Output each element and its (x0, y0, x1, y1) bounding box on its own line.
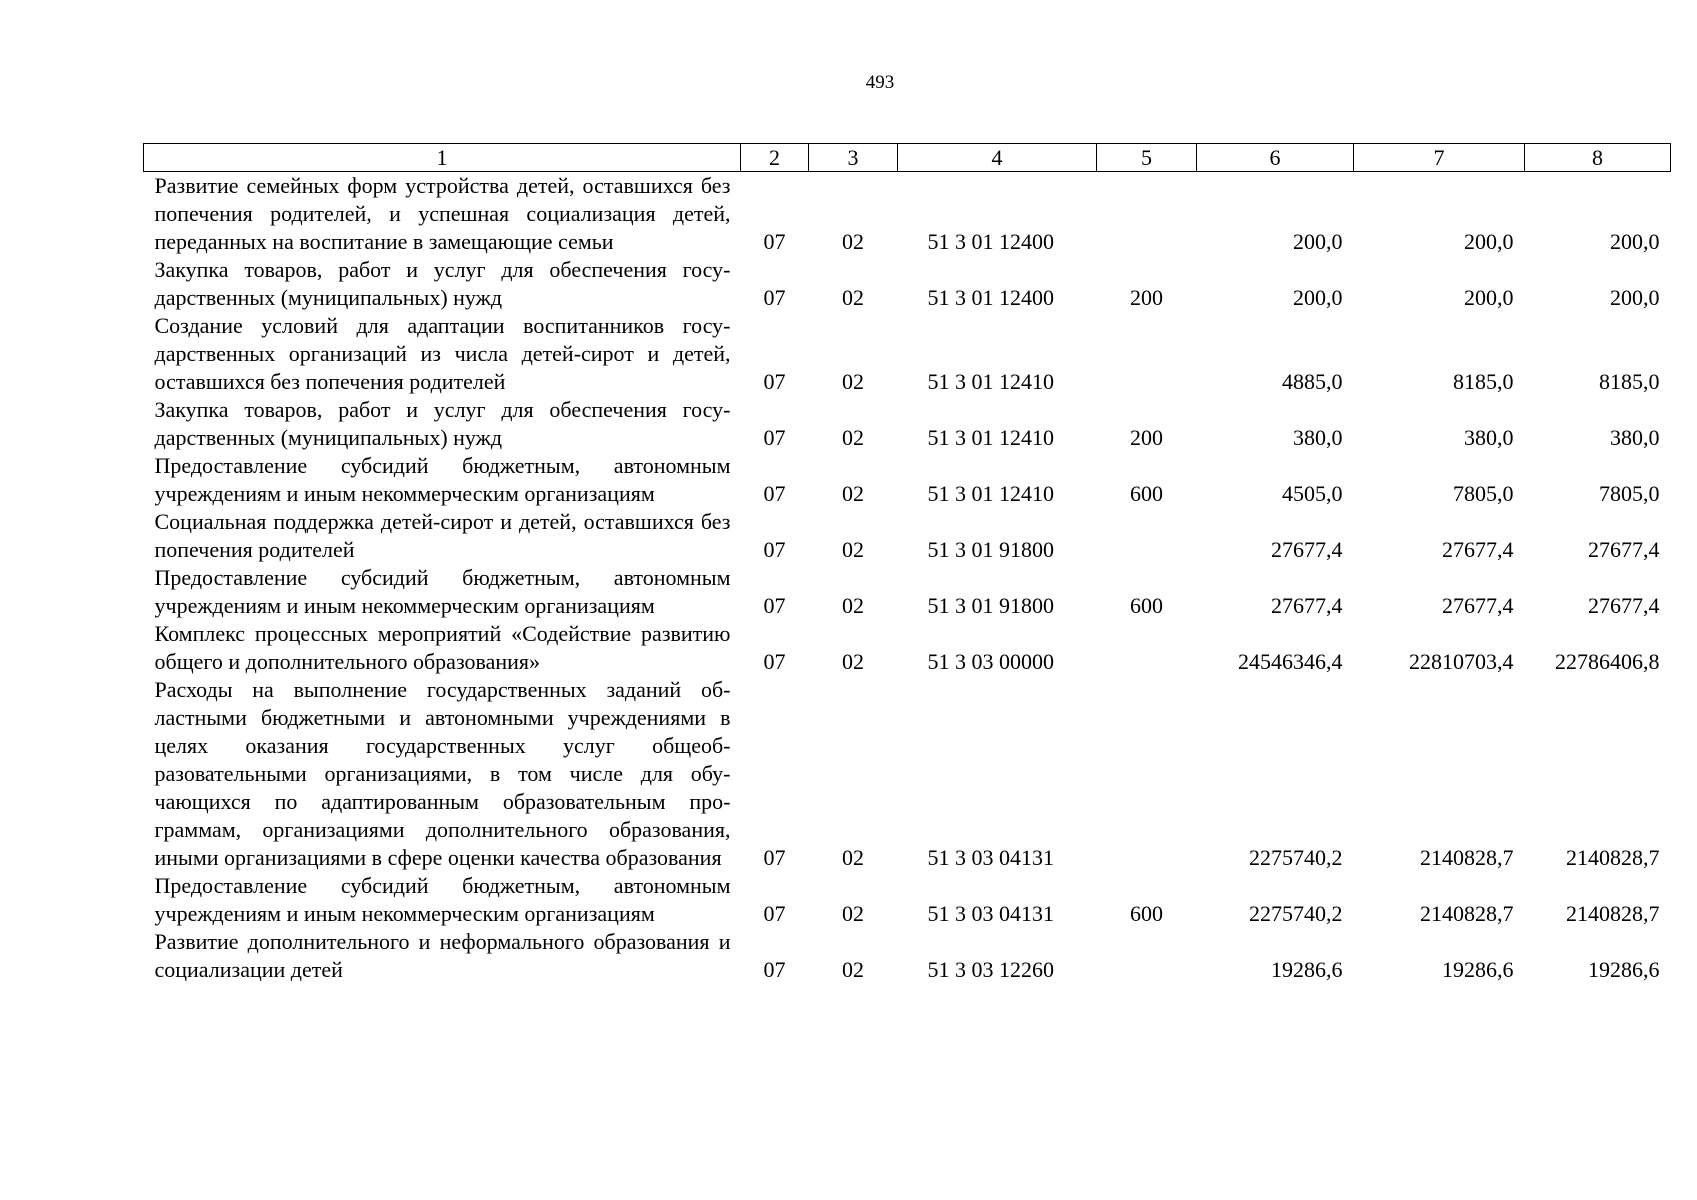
row-amount-1: 200,0 (1293, 285, 1343, 310)
row-subsection: 02 (842, 425, 864, 450)
table-header-row (144, 144, 1671, 172)
row-section: 07 (763, 481, 786, 506)
row-amount-3: 200,0 (1610, 229, 1660, 254)
row-amount-3: 2140828,7 (1566, 901, 1660, 926)
row-amount-2: 22810703,4 (1409, 649, 1514, 674)
header-col-3: 3 (809, 144, 898, 172)
row-subsection: 02 (842, 649, 864, 674)
row-section: 07 (763, 229, 786, 254)
row-name: Предоставление субсидий бюджетным, автономным учреждениям и иным некоммерческим организациям (154, 873, 731, 926)
row-amount-1: 27677,4 (1271, 537, 1343, 562)
row-amount-1: 380,0 (1293, 425, 1343, 450)
row-subsection: 02 (842, 845, 864, 870)
row-section: 07 (763, 369, 786, 394)
row-section: 07 (763, 425, 786, 450)
row-amount-3: 7805,0 (1599, 481, 1660, 506)
row-amount-3: 8185,0 (1599, 369, 1660, 394)
row-amount-2: 27677,4 (1442, 537, 1514, 562)
row-target-code: 51 3 01 12410 (927, 369, 1054, 394)
row-subsection: 02 (842, 369, 864, 394)
table-row (144, 564, 1671, 620)
row-amount-1: 4505,0 (1282, 481, 1343, 506)
row-name: Предоставление субсидий бюджетным, автономным учреждениям и иным некоммерческим организациям (154, 453, 731, 506)
page-number: 493 (865, 72, 895, 93)
row-amount-3: 380,0 (1610, 425, 1660, 450)
row-amount-3: 27677,4 (1588, 593, 1660, 618)
row-subsection: 02 (842, 957, 864, 982)
row-name: Комплекс процессных мероприятий «Содействие развитию общего и дополнительного образования» (154, 621, 731, 674)
table-row (144, 172, 1671, 257)
row-target-code: 51 3 03 00000 (927, 649, 1054, 674)
row-subsection: 02 (842, 537, 864, 562)
row-name: Закупка товаров, работ и услуг для обеспечения государственных (муниципальных) нужд (154, 397, 731, 450)
row-target-code: 51 3 01 12400 (927, 229, 1054, 254)
row-target-code: 51 3 01 91800 (927, 593, 1054, 618)
row-amount-1: 2275740,2 (1249, 845, 1343, 870)
row-amount-2: 7805,0 (1453, 481, 1514, 506)
row-expense-type: 200 (1130, 425, 1163, 450)
row-name: Развитие дополнительного и неформального образования и социализации детей (154, 929, 731, 982)
header-col-2: 2 (741, 144, 809, 172)
row-amount-3: 22786406,8 (1555, 649, 1660, 674)
row-section: 07 (763, 537, 786, 562)
row-target-code: 51 3 01 12410 (927, 481, 1054, 506)
header-col-7: 7 (1354, 144, 1525, 172)
table-row (144, 396, 1671, 452)
row-expense-type (1097, 676, 1197, 872)
row-amount-1: 200,0 (1293, 229, 1343, 254)
table-row (144, 676, 1671, 872)
row-expense-type: 600 (1130, 593, 1163, 618)
row-expense-type (1097, 928, 1197, 984)
table-body (144, 172, 1671, 985)
row-amount-2: 380,0 (1464, 425, 1514, 450)
table-row (144, 508, 1671, 564)
row-amount-2: 2140828,7 (1420, 901, 1514, 926)
row-amount-2: 8185,0 (1453, 369, 1514, 394)
row-amount-2: 200,0 (1464, 229, 1514, 254)
row-expense-type: 600 (1130, 901, 1163, 926)
row-name: Развитие семейных форм устройства детей, оставшихся без попечения родителей, и успешная социализация детей, переданных на воспитание в замещающие семьи (154, 173, 731, 254)
row-amount-1: 24546346,4 (1238, 649, 1343, 674)
table-row (144, 256, 1671, 312)
row-amount-1: 4885,0 (1282, 369, 1343, 394)
row-subsection: 02 (842, 229, 864, 254)
row-target-code: 51 3 03 04131 (927, 901, 1054, 926)
row-expense-type (1097, 508, 1197, 564)
row-subsection: 02 (842, 285, 864, 310)
table-row (144, 620, 1671, 676)
row-amount-1: 19286,6 (1271, 957, 1343, 982)
header-col-1: 1 (144, 144, 741, 172)
row-amount-2: 200,0 (1464, 285, 1514, 310)
row-amount-3: 19286,6 (1588, 957, 1660, 982)
row-section: 07 (763, 285, 786, 310)
header-col-5: 5 (1097, 144, 1197, 172)
row-name: Расходы на выполнение государственных заданий областными бюджетными и автономными учреждениями в целях оказания государственных услуг общеобразовательными организациями, в том числе для обучающихся по адаптированным образовательным программам, организациями дополнительного образования, иными организациями в сфере оценки качества образования (154, 677, 731, 870)
row-name: Социальная поддержка детей-сирот и детей, оставшихся без попечения родителей (154, 509, 731, 562)
row-section: 07 (763, 845, 786, 870)
row-amount-2: 2140828,7 (1420, 845, 1514, 870)
row-amount-1: 2275740,2 (1249, 901, 1343, 926)
table-row (144, 872, 1671, 928)
row-name: Создание условий для адаптации воспитанников государственных организаций из числа детей-сирот и детей, оставшихся без попечения родителей (154, 313, 731, 394)
row-section: 07 (763, 957, 786, 982)
row-section: 07 (763, 593, 786, 618)
row-subsection: 02 (842, 901, 864, 926)
row-expense-type: 200 (1130, 285, 1163, 310)
row-target-code: 51 3 03 12260 (927, 957, 1054, 982)
header-col-8: 8 (1525, 144, 1671, 172)
row-expense-type: 600 (1130, 481, 1163, 506)
row-amount-3: 27677,4 (1588, 537, 1660, 562)
row-target-code: 51 3 01 12410 (927, 425, 1054, 450)
row-section: 07 (763, 901, 786, 926)
header-col-4: 4 (898, 144, 1097, 172)
row-subsection: 02 (842, 481, 864, 506)
row-target-code: 51 3 03 04131 (927, 845, 1054, 870)
row-amount-2: 19286,6 (1442, 957, 1514, 982)
row-name: Закупка товаров, работ и услуг для обеспечения государственных (муниципальных) нужд (154, 257, 731, 310)
row-target-code: 51 3 01 91800 (927, 537, 1054, 562)
budget-table (143, 143, 1671, 984)
row-subsection: 02 (842, 593, 864, 618)
row-expense-type (1097, 620, 1197, 676)
table-row (144, 452, 1671, 508)
header-col-6: 6 (1197, 144, 1354, 172)
table-row (144, 928, 1671, 984)
row-section: 07 (763, 649, 786, 674)
row-target-code: 51 3 01 12400 (927, 285, 1054, 310)
row-amount-3: 200,0 (1610, 285, 1660, 310)
row-amount-3: 2140828,7 (1566, 845, 1660, 870)
row-expense-type (1097, 312, 1197, 396)
row-expense-type (1097, 172, 1197, 257)
row-name: Предоставление субсидий бюджетным, автономным учреждениям и иным некоммерческим организациям (154, 565, 731, 618)
row-amount-1: 27677,4 (1271, 593, 1343, 618)
row-amount-2: 27677,4 (1442, 593, 1514, 618)
table-row (144, 312, 1671, 396)
